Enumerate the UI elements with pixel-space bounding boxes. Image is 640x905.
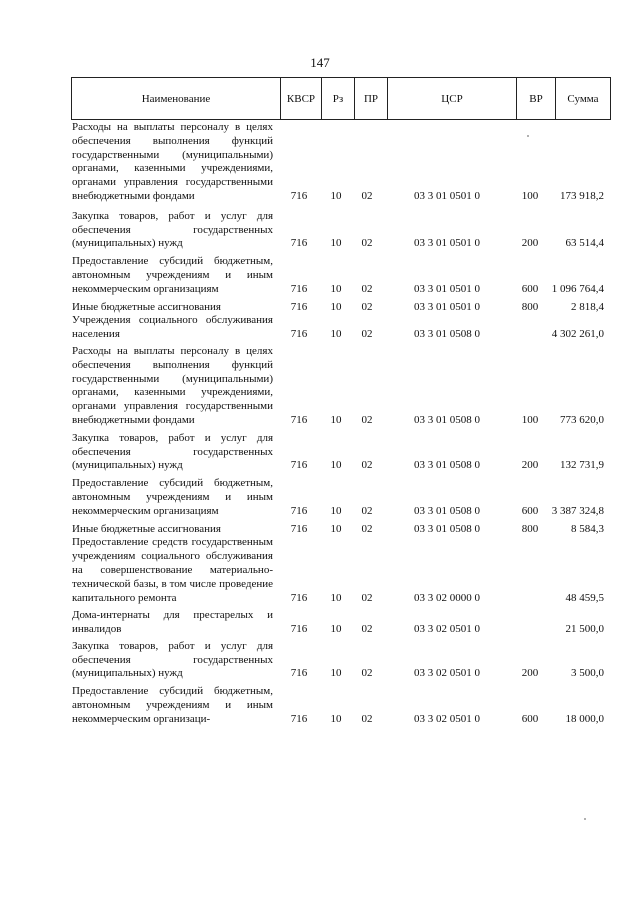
row-kvsr: 716 xyxy=(290,591,308,604)
row-csr: 03 3 02 0501 0 xyxy=(414,667,480,680)
row-rz: 10 xyxy=(330,413,342,426)
table-body xyxy=(72,121,612,731)
row-kvsr: 716 xyxy=(290,237,308,250)
row-name: Расходы на выплаты персоналу в целях обеспечения выполнения функций государственными (муниципальными) органами, казенными учреждениями, органами управления государственными внебюджетными фондами xyxy=(72,344,273,426)
row-kvsr: 716 xyxy=(290,282,308,295)
row-rz: 10 xyxy=(330,522,342,535)
row-sum: 21 500,0 xyxy=(565,623,604,636)
row-name: Дома-интернаты для престарелых и инвалидов xyxy=(72,609,273,636)
row-kvsr: 716 xyxy=(290,189,308,202)
row-sum: 132 731,9 xyxy=(560,459,604,472)
row-pr: 02 xyxy=(361,237,373,250)
table-row xyxy=(72,609,612,637)
row-csr: 03 3 02 0000 0 xyxy=(414,591,480,604)
row-pr: 02 xyxy=(361,504,373,517)
row-name: Иные бюджетные ассигнования xyxy=(72,522,221,535)
row-pr: 02 xyxy=(361,712,373,725)
row-vr: 600 xyxy=(521,282,539,295)
row-name: Предоставление субсидий бюджетным, автономным учреждениям и иным некоммерческим организаци- xyxy=(72,685,273,725)
row-sum: 773 620,0 xyxy=(560,413,604,426)
row-name: Закупка товаров, работ и услуг для обеспечения государственных (муниципальных) нужд xyxy=(72,431,273,472)
table-row xyxy=(72,314,612,342)
row-csr: 03 3 02 0501 0 xyxy=(414,712,480,725)
table-row xyxy=(72,255,612,296)
row-vr: 200 xyxy=(521,667,539,680)
row-sum: 3 500,0 xyxy=(571,667,604,680)
row-rz: 10 xyxy=(330,623,342,636)
row-kvsr: 716 xyxy=(290,712,308,725)
row-kvsr: 716 xyxy=(290,413,308,426)
row-rz: 10 xyxy=(330,300,342,313)
header-csr: ЦСР xyxy=(387,78,516,119)
row-kvsr: 716 xyxy=(290,328,308,341)
row-vr: 100 xyxy=(521,413,539,426)
row-pr: 02 xyxy=(361,591,373,604)
row-pr: 02 xyxy=(361,328,373,341)
row-csr: 03 3 01 0501 0 xyxy=(414,300,480,313)
table-row xyxy=(72,523,612,537)
row-sum: 63 514,4 xyxy=(565,237,604,250)
scan-speck xyxy=(584,818,586,820)
row-pr: 02 xyxy=(361,300,373,313)
page-number: 147 xyxy=(310,55,330,70)
row-name: Учреждения социального обслуживания населения xyxy=(72,314,273,341)
row-pr: 02 xyxy=(361,623,373,636)
row-csr: 03 3 01 0508 0 xyxy=(414,413,480,426)
row-name: Предоставление субсидий бюджетным, автономным учреждениям и иным некоммерческим организациям xyxy=(72,255,273,295)
row-kvsr: 716 xyxy=(290,667,308,680)
row-vr: 600 xyxy=(521,504,539,517)
row-rz: 10 xyxy=(330,712,342,725)
header-rz: Рз xyxy=(321,78,354,119)
row-pr: 02 xyxy=(361,459,373,472)
row-csr: 03 3 01 0508 0 xyxy=(414,504,480,517)
row-pr: 02 xyxy=(361,522,373,535)
row-rz: 10 xyxy=(330,328,342,341)
row-rz: 10 xyxy=(330,667,342,680)
row-pr: 02 xyxy=(361,413,373,426)
table-row xyxy=(72,210,612,251)
table-row xyxy=(72,536,612,605)
row-sum: 3 387 324,8 xyxy=(551,504,604,517)
row-sum: 4 302 261,0 xyxy=(551,328,604,341)
row-kvsr: 716 xyxy=(290,300,308,313)
row-kvsr: 716 xyxy=(290,459,308,472)
table-row xyxy=(72,121,612,204)
row-vr: 800 xyxy=(521,300,539,313)
row-rz: 10 xyxy=(330,459,342,472)
row-sum: 173 918,2 xyxy=(560,189,604,202)
row-kvsr: 716 xyxy=(290,623,308,636)
row-rz: 10 xyxy=(330,237,342,250)
table-row xyxy=(72,345,612,428)
table-row xyxy=(72,477,612,518)
table-row xyxy=(72,301,612,315)
row-sum: 48 459,5 xyxy=(565,591,604,604)
row-csr: 03 3 01 0501 0 xyxy=(414,189,480,202)
table-row xyxy=(72,685,612,726)
row-name: Предоставление средств государственным учреждениям социального обслуживания на совершенствование материально-технической базы, в том числе проведение капитального ремонта xyxy=(72,536,273,604)
table-row xyxy=(72,640,612,681)
row-pr: 02 xyxy=(361,667,373,680)
row-pr: 02 xyxy=(361,189,373,202)
row-csr: 03 3 01 0501 0 xyxy=(414,237,480,250)
row-kvsr: 716 xyxy=(290,522,308,535)
row-vr: 200 xyxy=(521,459,539,472)
row-sum: 8 584,3 xyxy=(571,522,604,535)
row-vr: 600 xyxy=(521,712,539,725)
row-csr: 03 3 01 0508 0 xyxy=(414,328,480,341)
row-name: Иные бюджетные ассигнования xyxy=(72,300,221,313)
table-row xyxy=(72,432,612,473)
row-pr: 02 xyxy=(361,282,373,295)
row-vr: 800 xyxy=(521,522,539,535)
header-sum: Сумма xyxy=(555,78,610,119)
row-csr: 03 3 01 0508 0 xyxy=(414,459,480,472)
table-header xyxy=(71,77,611,120)
scan-speck xyxy=(527,135,529,137)
row-vr: 100 xyxy=(521,189,539,202)
row-rz: 10 xyxy=(330,189,342,202)
row-rz: 10 xyxy=(330,282,342,295)
row-name: Расходы на выплаты персоналу в целях обеспечения выполнения функций государственными (муниципальными) органами, казенными учреждениями, органами управления государственными внебюджетными фондами xyxy=(72,121,273,202)
row-rz: 10 xyxy=(330,504,342,517)
row-sum: 1 096 764,4 xyxy=(551,282,604,295)
header-name: Наименование xyxy=(141,92,211,105)
row-name: Закупка товаров, работ и услуг для обеспечения государственных (муниципальных) нужд xyxy=(72,639,273,680)
header-pr: ПР xyxy=(354,78,387,119)
row-sum: 18 000,0 xyxy=(565,712,604,725)
header-vr: ВР xyxy=(516,78,555,119)
row-rz: 10 xyxy=(330,591,342,604)
row-name: Закупка товаров, работ и услуг для обеспечения государственных (муниципальных) нужд xyxy=(72,209,273,250)
row-name: Предоставление субсидий бюджетным, автономным учреждениям и иным некоммерческим организациям xyxy=(72,477,273,517)
row-vr: 200 xyxy=(521,237,539,250)
header-kvsr: КВСР xyxy=(280,78,321,119)
row-csr: 03 3 01 0501 0 xyxy=(414,282,480,295)
row-csr: 03 3 01 0508 0 xyxy=(414,522,480,535)
row-csr: 03 3 02 0501 0 xyxy=(414,623,480,636)
row-sum: 2 818,4 xyxy=(571,300,604,313)
row-kvsr: 716 xyxy=(290,504,308,517)
